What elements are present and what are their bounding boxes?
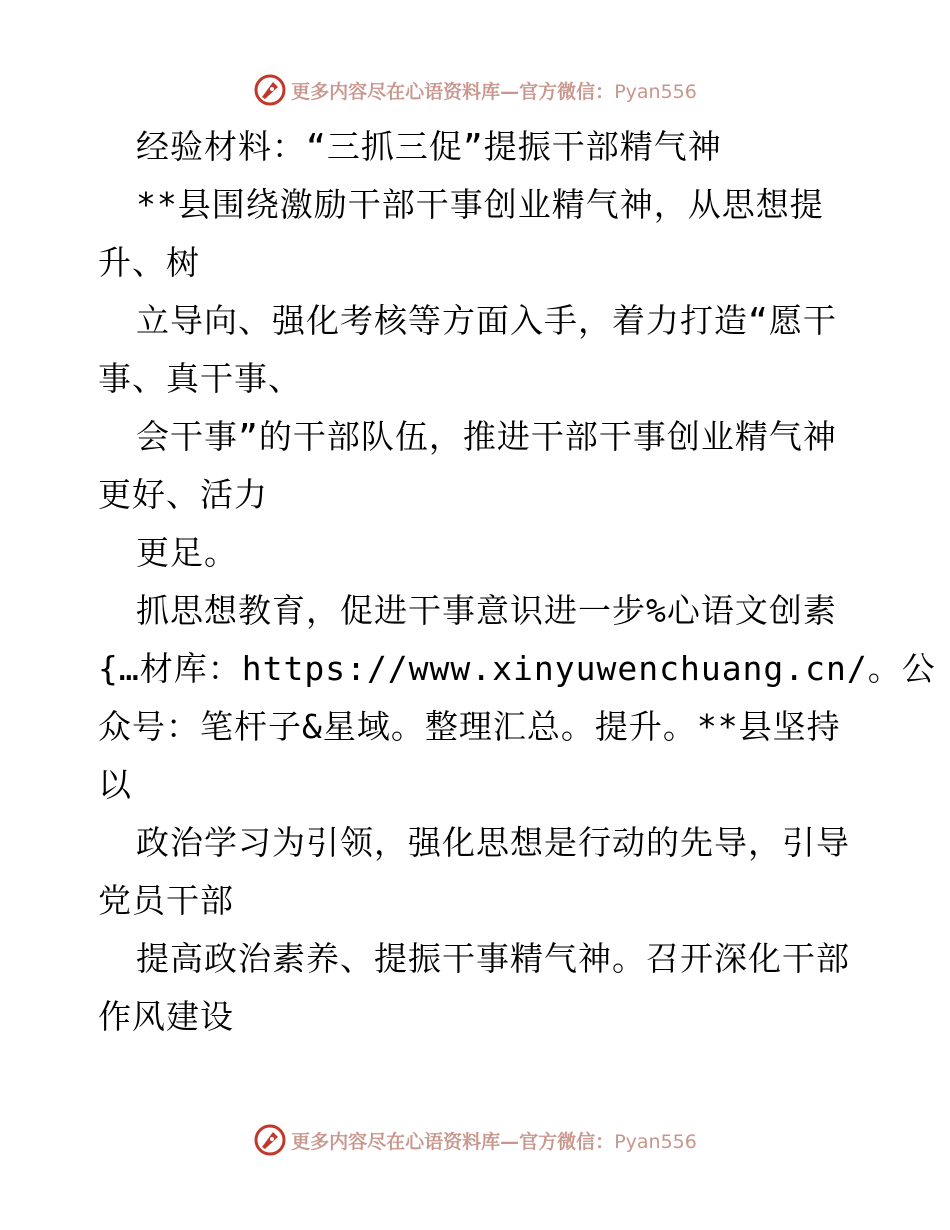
footer-watermark-banner (0, 1120, 950, 1160)
banner-dash: — (500, 80, 520, 103)
paragraph-line: 事、真干事、 (98, 359, 302, 398)
banner-text (291, 1127, 697, 1154)
paragraph-line: 会干事”的干部队伍，推进干部干事创业精气神 (136, 417, 837, 456)
paragraph-line: **县围绕激励干部干事创业精气神，从思想提 (136, 185, 824, 224)
banner-wechat-id: Pyan556 (614, 1130, 697, 1153)
paragraph-line: 抓思想教育，促进干事意识进一步%心语文创素 (136, 591, 837, 630)
paragraph-line: 立导向、强化考核等方面入手，着力打造“愿干 (136, 301, 837, 340)
paragraph-line: 作风建设 (98, 997, 234, 1036)
document-body (98, 118, 936, 1046)
paragraph-line: 政治学习为引领，强化思想是行动的先导，引导 (136, 823, 850, 862)
paragraph-line: 以 (98, 765, 132, 804)
banner-official-label: 官方微信： (519, 1130, 615, 1153)
banner-official-label: 官方微信： (519, 80, 615, 103)
paragraph-line: {…材库：https://www.xinyuwenchuang.cn/。公 (98, 649, 936, 688)
banner-title: 更多内容尽在心语资料库 (291, 80, 501, 103)
document-title: 经验材料：“三抓三促”提振干部精气神 (136, 127, 722, 166)
banner-text (291, 77, 697, 104)
paragraph-line: 党员干部 (98, 881, 234, 920)
header-watermark-banner (0, 70, 950, 110)
paragraph-line: 更好、活力 (98, 475, 268, 514)
banner-title: 更多内容尽在心语资料库 (291, 1130, 501, 1153)
banner-wechat-id: Pyan556 (614, 80, 697, 103)
paragraph-line: 升、树 (98, 243, 200, 282)
banner-dash: — (500, 1130, 520, 1153)
paragraph-line: 众号：笔杆子&星域。整理汇总。提升。**县坚持 (98, 707, 841, 746)
paragraph-line: 提高政治素养、提振干事精气神。召开深化干部 (136, 939, 850, 978)
pen-nib-logo-icon (253, 1123, 287, 1157)
paragraph-line: 更足。 (136, 533, 238, 572)
pen-nib-logo-icon (253, 73, 287, 107)
